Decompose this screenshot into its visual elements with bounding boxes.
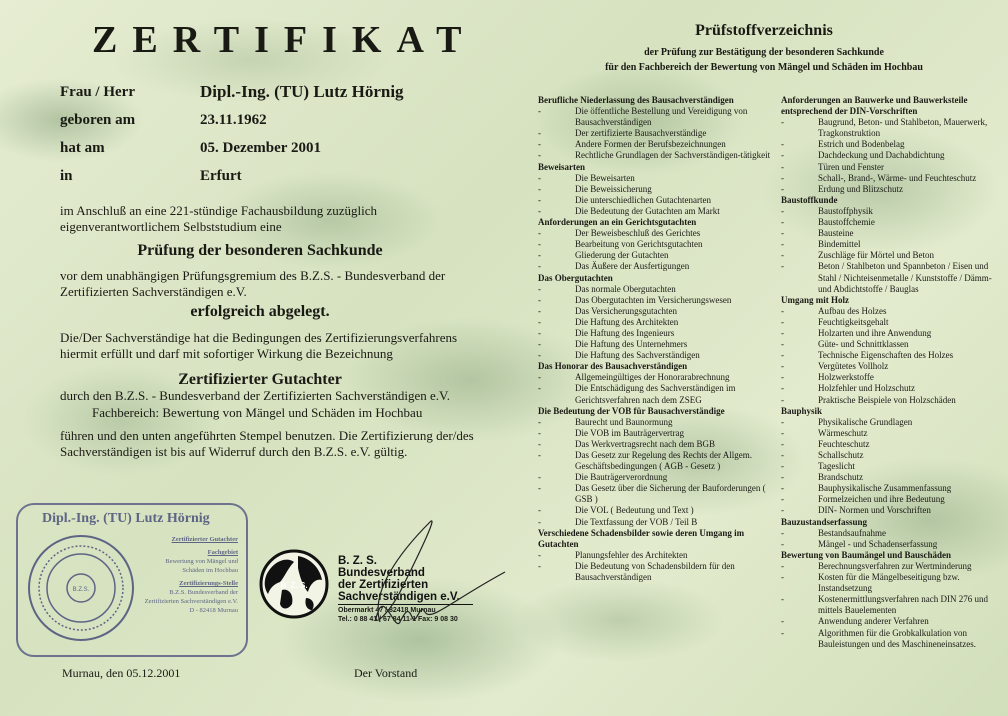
dash-bullet-icon: - (538, 239, 541, 250)
index-item-text: Das Äußere der Ausfertigungen (575, 261, 690, 272)
index-item-text: Das normale Obergutachten (575, 283, 676, 294)
stamp-line: D - 82418 Murnau (189, 607, 238, 614)
dash-bullet-icon: - (781, 172, 784, 183)
index-item (781, 395, 1006, 406)
index-item (538, 139, 778, 150)
index-item-text: Andere Formen der Berufsbezeichnungen (575, 139, 726, 150)
index-item (781, 494, 1006, 505)
index-item (538, 328, 778, 339)
index-item (781, 383, 1006, 394)
index-item-text: Das Versicherungsgutachten (575, 305, 678, 316)
index-item (781, 250, 1006, 261)
fact-label: Frau / Herr (60, 84, 135, 100)
index-item-text: Die Beweissicherung (575, 183, 652, 194)
index-item (538, 339, 778, 350)
dash-bullet-icon: - (781, 361, 784, 372)
index-item-text: Schallschutz (818, 450, 864, 460)
index-item (781, 239, 1006, 250)
dash-bullet-icon: - (538, 350, 541, 361)
index-item-text: Brandschutz (818, 472, 863, 483)
dash-bullet-icon: - (781, 450, 784, 460)
index-item (781, 428, 1006, 439)
dash-bullet-icon: - (538, 261, 541, 272)
index-item-text: Formelzeichen und ihre Bedeutung (818, 494, 945, 505)
index-item-text: Rechtliche Grundlagen der Sachverständigen-tätigkeit (575, 150, 771, 161)
dash-bullet-icon: - (781, 316, 784, 327)
index-item (538, 284, 778, 295)
index-item-text: Die Textfassung der VOB / Teil B (575, 516, 698, 527)
index-item (781, 628, 1006, 650)
dash-bullet-icon: - (781, 394, 784, 405)
index-item (538, 106, 778, 128)
dash-bullet-icon: - (781, 261, 784, 272)
birth-date: 23.11.1962 (200, 112, 267, 128)
index-item-text: Der Beweisbeschluß des Gerichtes (575, 228, 701, 239)
dash-bullet-icon: - (781, 472, 784, 483)
phone-line: Tel.: 0 88 41 / 67 84 11-1 Fax: 9 08 30 (338, 616, 458, 623)
index-item (538, 261, 778, 272)
logo-line: B. Z. S. (338, 555, 377, 567)
index-item (781, 184, 1006, 195)
index-item (781, 450, 1006, 461)
dash-bullet-icon: - (781, 327, 784, 338)
official-stamp (16, 503, 248, 657)
index-item (781, 505, 1006, 516)
index-item-text: Baustoffphysik (818, 205, 873, 216)
index-item (781, 483, 1006, 494)
index-section-title: Bewertung von Baumängel und Bauschäden (781, 549, 952, 560)
index-section-title: Umgang mit Holz (781, 294, 849, 305)
index-item (538, 195, 778, 206)
index-item (781, 261, 1006, 294)
index-item (538, 383, 778, 405)
svg-text:B.Z.S.: B.Z.S. (72, 587, 90, 593)
dash-bullet-icon: - (781, 161, 784, 172)
stamp-line: Zertifizierten Sachverständigen e.V. (144, 598, 238, 605)
dash-bullet-icon: - (538, 327, 541, 338)
dash-bullet-icon: - (538, 283, 541, 294)
index-item-text: Bausteine (818, 228, 854, 239)
index-item (781, 150, 1006, 161)
dash-bullet-icon: - (781, 494, 784, 505)
index-item-text: Beton / Stahlbeton und Spannbeton / Eisen und Stahl / Nichteisenmetalle / Kunststoffe / Dämm- und Abdichtstoffe / Bauglas (818, 261, 992, 294)
passed-statement: erfolgreich abgelegt. (190, 303, 330, 320)
dash-bullet-icon: - (781, 527, 784, 538)
svg-text:B. Z. S.: B. Z. S. (280, 581, 308, 590)
index-item (538, 472, 778, 483)
index-item (538, 250, 778, 261)
dash-bullet-icon: - (538, 483, 541, 494)
index-item-text: Die Bauträgerverordnung (575, 472, 668, 483)
holder-name: Dipl.-Ing. (TU) Lutz Hörnig (200, 82, 404, 101)
index-item (781, 594, 1006, 616)
index-item-text: Bearbeitung von Gerichtsgutachten (575, 239, 703, 250)
dash-bullet-icon: - (538, 560, 541, 571)
logo-line: Sachverständigen e.V. (338, 591, 460, 603)
index-item-text: Die Beweisarten (575, 172, 635, 183)
index-item (781, 317, 1006, 328)
dash-bullet-icon: - (781, 250, 784, 261)
stamp-line: Zertifizierungs-Stelle (179, 580, 238, 587)
index-item-text: Die Haftung des Architekten (575, 316, 679, 327)
index-item (538, 184, 778, 195)
index-item-text: Das Gesetz über die Sicherung der Bauforderungen ( GSB ) (575, 483, 766, 505)
dash-bullet-icon: - (538, 438, 541, 449)
dash-bullet-icon: - (781, 305, 784, 316)
index-item (538, 450, 778, 472)
index-item (781, 361, 1006, 372)
index-item (538, 517, 778, 528)
index-column-right (781, 95, 1006, 650)
index-title: Prüfstoffverzeichnis (695, 22, 833, 39)
index-item (538, 550, 778, 561)
dash-bullet-icon: - (538, 228, 541, 239)
index-section-title: Verschiedene Schadensbilder sowie deren Umgang im Gutachten (538, 527, 745, 549)
index-item (538, 306, 778, 317)
designation: Zertifizierter Gutachter (178, 371, 342, 388)
logo-line: der Zertifizierten (338, 579, 429, 591)
index-item (781, 117, 1006, 139)
index-item (781, 206, 1006, 217)
paragraph-board: vor dem unabhängigen Prüfungsgremium des B.Z.S. - Bundesverband der Zertifizierten Sachverständigen e.V. (60, 268, 446, 299)
index-item (538, 372, 778, 383)
index-item (781, 339, 1006, 350)
index-item-text: Erdung und Blitzschutz (818, 183, 903, 194)
index-subtitle-1: der Prüfung zur Bestätigung der besonderen Sachkunde (644, 47, 884, 58)
dash-bullet-icon: - (538, 250, 541, 261)
fact-label: in (60, 168, 73, 184)
index-item-text: Gliederung der Gutachten (575, 250, 669, 261)
index-item (538, 173, 778, 184)
dash-bullet-icon: - (538, 416, 541, 427)
index-item (781, 539, 1006, 550)
index-item (781, 306, 1006, 317)
stamp-line: Schäden im Hochbau (182, 567, 238, 574)
index-item (538, 239, 778, 250)
index-item-text: Baustoffchemie (818, 217, 875, 228)
index-item-text: Holzfehler und Holzschutz (818, 383, 915, 394)
index-item-text: Die unterschiedlichen Gutachtenarten (575, 194, 711, 205)
index-item-text: Bauphysikalische Zusammenfassung (818, 483, 952, 494)
dash-bullet-icon: - (538, 427, 541, 438)
index-section-title: Das Honorar des Bausachverständigen (538, 361, 688, 372)
dash-bullet-icon: - (781, 205, 784, 216)
exam-title: Prüfung der besonderen Sachkunde (137, 242, 383, 259)
dash-bullet-icon: - (781, 461, 784, 472)
index-item (781, 472, 1006, 483)
index-section-title: Die Bedeutung der VOB für Bausachverständige (538, 405, 725, 416)
dash-bullet-icon: - (781, 372, 784, 383)
index-item (538, 295, 778, 306)
issuer-line: durch den B.Z.S. - Bundesverband der Zertifizierten Sachverständigen e.V. (60, 388, 450, 403)
index-item-text: Feuchtigkeitsgehalt (818, 316, 889, 327)
index-item-text: Planungsfehler des Architekten (575, 549, 688, 560)
dash-bullet-icon: - (781, 183, 784, 194)
index-item (781, 572, 1006, 594)
index-item-text: Wärmeschutz (818, 427, 868, 438)
dash-bullet-icon: - (538, 472, 541, 483)
index-item-text: Güte- und Schnittklassen (818, 339, 909, 350)
index-item-text: Berechnungsverfahren zur Wertminderung (818, 560, 972, 571)
index-item-text: Aufbau des Holzes (818, 305, 887, 316)
dash-bullet-icon: - (781, 350, 784, 361)
dash-bullet-icon: - (538, 505, 541, 516)
index-item (781, 528, 1006, 539)
paragraph-conditions: Die/Der Sachverständige hat die Bedingungen des Zertifizierungsverfahrens hiermit erfüllt und darf mit sofortiger Wirkung die Bezeichnung (60, 330, 458, 361)
index-item-text: Bestandsaufnahme (818, 527, 886, 538)
index-item (538, 439, 778, 450)
dash-bullet-icon: - (538, 372, 541, 383)
dash-bullet-icon: - (538, 316, 541, 327)
stamp-line: Fachgebiet (207, 549, 238, 556)
dash-bullet-icon: - (538, 194, 541, 205)
index-item-text: Die öffentliche Bestellung und Vereidigung von Bausachverständigen (575, 106, 748, 128)
stamp-line: B.Z.S. Bundesverband der (169, 589, 238, 596)
index-subtitle-2: für den Fachbereich der Bewertung von Mängel und Schäden im Hochbau (605, 62, 923, 73)
index-item-text: Technische Eigenschaften des Holzes (818, 350, 954, 361)
dash-bullet-icon: - (538, 305, 541, 316)
dash-bullet-icon: - (781, 383, 784, 394)
dash-bullet-icon: - (538, 383, 541, 394)
stamp-holder-name: Dipl.-Ing. (TU) Lutz Hörnig (42, 511, 210, 526)
globe-logo-icon (258, 548, 330, 620)
dash-bullet-icon: - (781, 228, 784, 239)
index-item (781, 217, 1006, 228)
dash-bullet-icon: - (538, 205, 541, 216)
index-item-text: Kostenermittlungsverfahren nach DIN 276 und mittels Bauelementen (818, 594, 988, 616)
dash-bullet-icon: - (781, 560, 784, 571)
index-item-text: Vergütetes Vollholz (818, 361, 889, 372)
paragraph-training: im Anschluß an eine 221-stündige Fachausbildung zuzüglich eigenverantwortlichem Selbststudium eine (60, 203, 377, 234)
index-section-title: Bauphysik (781, 405, 823, 416)
index-item-text: Algorithmen für die Grobkalkulation von Bauleistungen und des Maschineneinsatzes. (818, 627, 976, 649)
index-item (781, 162, 1006, 173)
address-line: Obermarkt 47 / 82418 Murnau (338, 607, 436, 614)
place-and-date: Murnau, den 05.12.2001 (62, 666, 181, 680)
dash-bullet-icon: - (781, 483, 784, 494)
index-section-title: Anforderungen an Bauwerke und Bauwerksteile entsprechend der DIN-Vorschriften (781, 95, 968, 117)
index-item-text: Das Obergutachten im Versicherungswesen (575, 294, 732, 305)
exam-date: 05. Dezember 2001 (200, 140, 321, 156)
dash-bullet-icon: - (538, 516, 541, 527)
index-section-title: Anforderungen an ein Gerichtsgutachten (538, 217, 697, 228)
index-item (781, 439, 1006, 450)
index-item-text: Die Haftung des Unternehmers (575, 339, 688, 350)
index-item-text: Holzarten und ihre Anwendung (818, 327, 932, 338)
index-item-text: Dachdeckung und Dachabdichtung (818, 150, 945, 161)
index-item (538, 128, 778, 139)
index-item (781, 173, 1006, 184)
stamp-line: Zertifizierter Gutachter (171, 536, 238, 543)
index-item-text: Die Bedeutung von Schadensbildern für den Bausachverständigen (575, 560, 735, 583)
index-column-left (538, 95, 778, 583)
paragraph-validity: führen und den unten angeführten Stempel benutzen. Die Zertifizierung der/des Sachverständigen ist bis auf Widerruf durch den B.Z.S. e.V. gültig. (60, 428, 474, 459)
index-item-text: Tageslicht (818, 461, 855, 472)
field-line: Fachbereich: Bewertung von Mängel und Schäden im Hochbau (92, 405, 423, 420)
index-item-text: Zuschläge für Mörtel und Beton (818, 250, 934, 261)
dash-bullet-icon: - (781, 594, 784, 605)
stamp-text-block (118, 535, 238, 615)
index-item (538, 417, 778, 428)
index-item (538, 428, 778, 439)
index-item-text: Die VOL ( Bedeutung und Text ) (575, 505, 694, 516)
exam-place: Erfurt (200, 168, 242, 184)
dash-bullet-icon: - (781, 139, 784, 150)
index-item-text: Allgemeingültiges der Honorarabrechnung (575, 372, 730, 383)
index-item-text: Die Haftung des Sachverständigen (575, 350, 700, 361)
index-item-text: DIN- Normen und Vorschriften (818, 505, 931, 516)
index-item-text: Der zertifizierte Bausachverständige (575, 128, 707, 139)
dash-bullet-icon: - (781, 538, 784, 549)
dash-bullet-icon: - (781, 572, 784, 583)
index-item-text: Anwendung anderer Verfahren (818, 616, 929, 627)
index-item-text: Mängel - und Schadenserfassung (818, 538, 938, 549)
dash-bullet-icon: - (781, 117, 784, 128)
dash-bullet-icon: - (781, 239, 784, 250)
index-section-title: Beweisarten (538, 161, 585, 172)
dash-bullet-icon: - (781, 150, 784, 161)
index-item-text: Die Bedeutung der Gutachten am Markt (575, 205, 720, 216)
index-item-text: Das Gesetz zur Regelung des Rechts der Allgem. Geschäftsbedingungen ( AGB - Gesetz ) (575, 450, 752, 472)
index-item-text: Holzwerkstoffe (818, 372, 874, 383)
exam-index-page (520, 0, 1008, 716)
index-item-text: Schall-, Brand-, Wärme- und Feuchteschutz (818, 172, 977, 183)
index-item (781, 616, 1006, 627)
index-item (538, 505, 778, 516)
dash-bullet-icon: - (538, 183, 541, 194)
certificate-title: ZERTIFIKAT (92, 19, 477, 61)
dash-bullet-icon: - (538, 549, 541, 560)
dash-bullet-icon: - (781, 438, 784, 449)
dash-bullet-icon: - (781, 339, 784, 350)
index-item-text: Baurecht und Baunormung (575, 416, 673, 427)
index-item-text: Die Haftung des Ingenieurs (575, 327, 675, 338)
index-item (781, 561, 1006, 572)
index-item (781, 417, 1006, 428)
index-item (538, 561, 778, 583)
dash-bullet-icon: - (538, 139, 541, 150)
index-item-text: Estrich und Bodenbelag (818, 139, 905, 150)
index-section-title: Baustoffkunde (781, 194, 838, 205)
index-item-text: Baugrund, Beton- und Stahlbeton, Mauerwerk, Tragkonstruktion (818, 117, 988, 139)
dash-bullet-icon: - (538, 450, 541, 460)
index-item-text: Feuchteschutz (818, 438, 870, 449)
dash-bullet-icon: - (538, 172, 541, 183)
index-section-title: Das Obergutachten (538, 272, 613, 283)
dash-bullet-icon: - (538, 128, 541, 139)
index-item (538, 483, 778, 505)
index-section-title: Berufliche Niederlassung des Bausachverständigen (538, 95, 734, 105)
index-item (538, 317, 778, 328)
dash-bullet-icon: - (538, 106, 541, 117)
dash-bullet-icon: - (538, 294, 541, 305)
index-item (781, 139, 1006, 150)
index-item-text: Physikalische Grundlagen (818, 416, 913, 427)
index-item (781, 328, 1006, 339)
dash-bullet-icon: - (781, 217, 784, 228)
dash-bullet-icon: - (781, 416, 784, 427)
index-item (538, 150, 778, 161)
index-item (538, 350, 778, 361)
index-item-text: Türen und Fenster (818, 161, 884, 172)
signature-icon (340, 512, 510, 652)
index-item (781, 228, 1006, 239)
fact-label: hat am (60, 140, 105, 156)
index-item (781, 372, 1006, 383)
index-item (781, 461, 1006, 472)
dash-bullet-icon: - (538, 339, 541, 350)
index-item-text: Praktische Beispiele von Holzschäden (818, 394, 956, 405)
index-item-text: Die VOB im Bauträgervertrag (575, 427, 685, 438)
index-item (781, 350, 1006, 361)
index-item-text: Kosten für die Mängelbeseitigung bzw. Instandsetzung (818, 572, 960, 594)
index-item-text: Das Werkvertragsrecht nach dem BGB (575, 438, 716, 449)
index-item-text: Die Entschädigung des Sachverständigen im Gerichtsverfahren nach dem ZSEG (575, 383, 736, 405)
fact-label: geboren am (60, 112, 136, 128)
index-item-text: Bindemittel (818, 239, 861, 250)
index-item (538, 228, 778, 239)
dash-bullet-icon: - (781, 427, 784, 438)
index-section-title: Bauzustandserfassung (781, 516, 868, 527)
dash-bullet-icon: - (781, 616, 784, 627)
stamp-line: Bewertung von Mängel und (165, 558, 238, 565)
signatory-title: Der Vorstand (354, 666, 418, 680)
logo-line: Bundesverband (338, 567, 425, 579)
dash-bullet-icon: - (781, 505, 784, 516)
dash-bullet-icon: - (538, 150, 541, 161)
dash-bullet-icon: - (781, 627, 784, 638)
index-item (538, 206, 778, 217)
